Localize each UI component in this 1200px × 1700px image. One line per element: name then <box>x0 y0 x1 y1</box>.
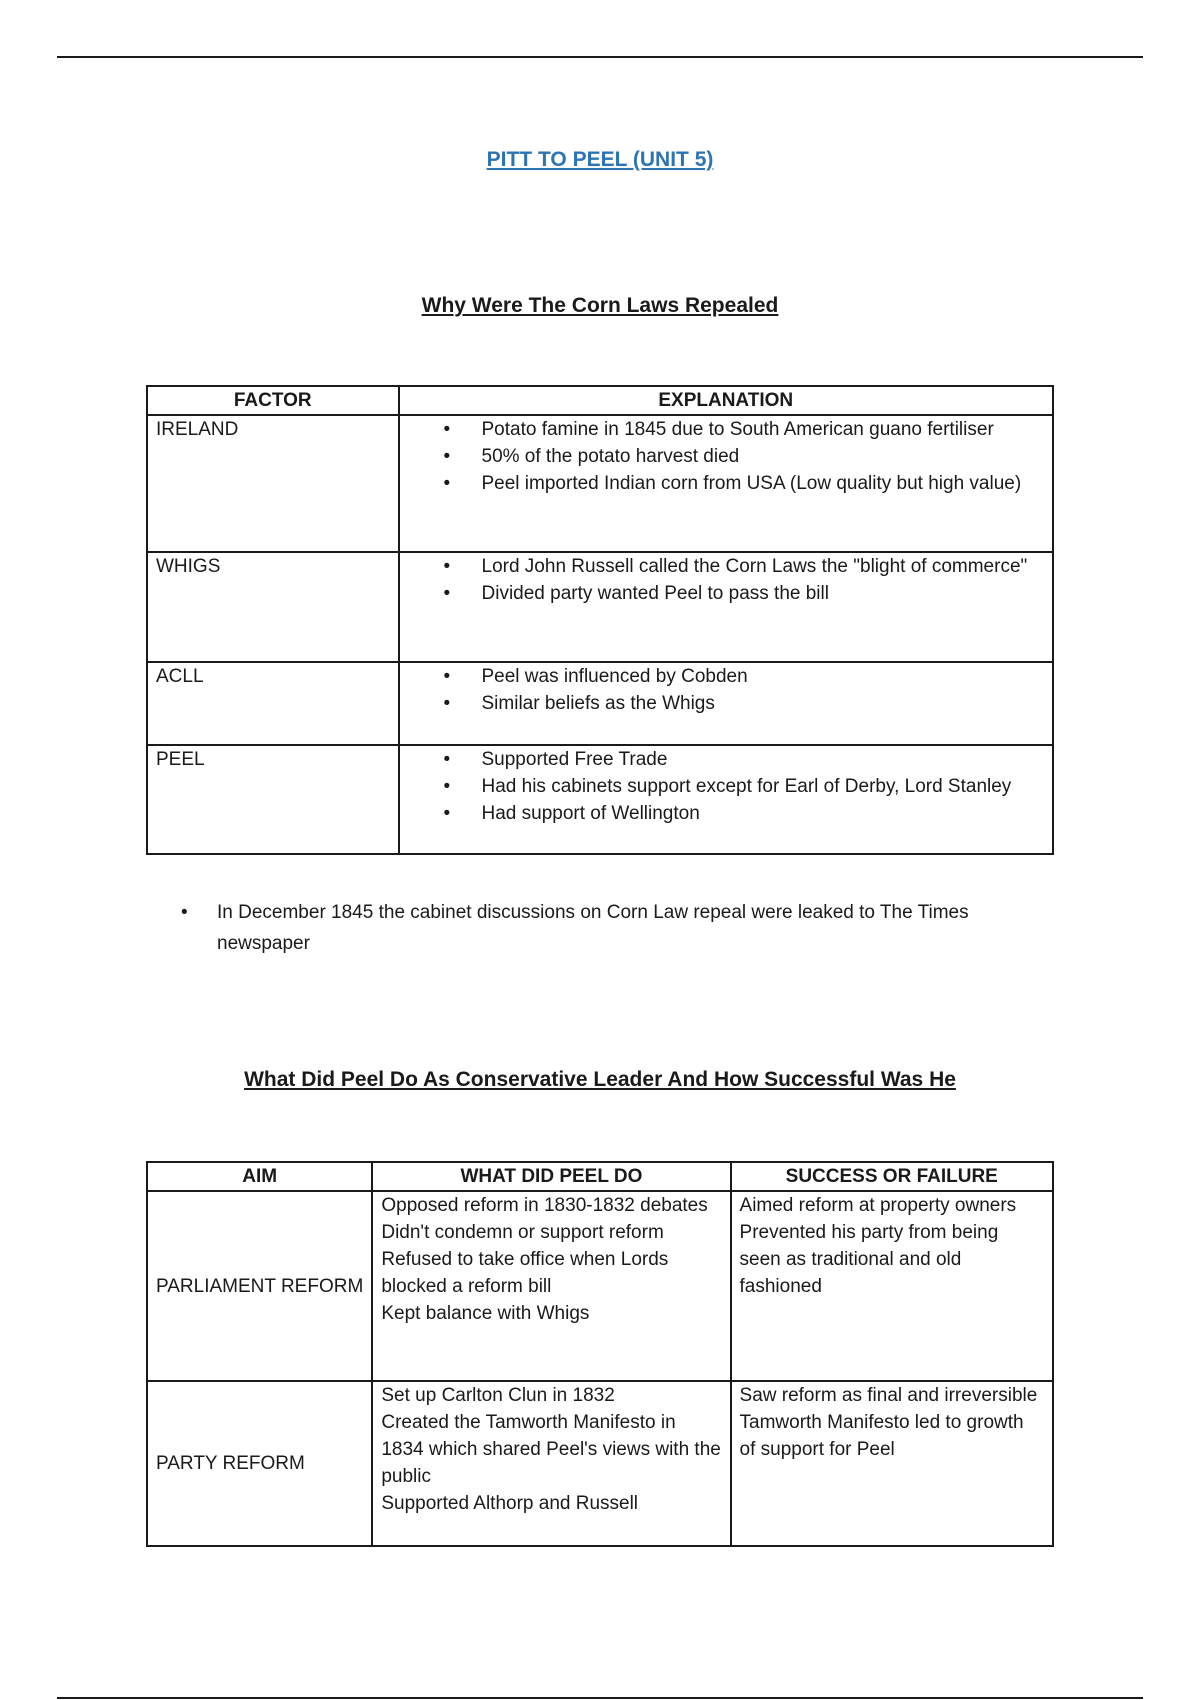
aim-cell: PARLIAMENT REFORM <box>147 1191 372 1381</box>
action-line: Set up Carlton Clun in 1832 <box>381 1385 615 1406</box>
table-row <box>147 1381 1053 1546</box>
list-item: • Supported Free Trade <box>482 746 1045 773</box>
action-line: Kept balance with Whigs <box>381 1303 590 1324</box>
footer-rule <box>57 1697 1143 1699</box>
list-item: • Peel imported Indian corn from USA (Low quality but high value) <box>482 470 1045 497</box>
table-row <box>147 1191 1053 1381</box>
column-header-what-did-peel-do: WHAT DID PEEL DO <box>372 1162 730 1191</box>
factor-cell: ACLL <box>147 662 399 745</box>
bullet-icon: • <box>181 902 188 923</box>
table-header-row <box>147 1162 1053 1191</box>
result-line: Prevented his party from being seen as traditional and old fashioned <box>739 1222 999 1297</box>
action-line: Created the Tamworth Manifesto in 1834 which shared Peel's views with the public <box>381 1412 721 1487</box>
factor-cell: PEEL <box>147 745 399 854</box>
explanation-cell <box>399 662 1054 745</box>
table-row <box>147 745 1053 854</box>
action-cell <box>372 1381 730 1546</box>
times-leak-note: In December 1845 the cabinet discussions on Corn Law repeal were leaked to The Times newspaper <box>217 902 969 954</box>
factor-cell: IRELAND <box>147 415 399 552</box>
corn-laws-table <box>146 385 1054 855</box>
list-item: • Similar beliefs as the Whigs <box>482 690 1045 717</box>
action-line: Didn't condemn or support reform <box>381 1222 664 1243</box>
section-heading-corn-laws: Why Were The Corn Laws Repealed <box>421 294 779 317</box>
table-header-row <box>147 386 1053 415</box>
list-item: • 50% of the potato harvest died <box>482 443 1045 470</box>
explanation-cell <box>399 415 1054 552</box>
list-item: • Had support of Wellington <box>482 800 1045 827</box>
list-item: • Potato famine in 1845 due to South American guano fertiliser <box>482 416 1045 443</box>
action-line: Supported Althorp and Russell <box>381 1493 639 1514</box>
explanation-cell <box>399 745 1054 854</box>
aim-cell: PARTY REFORM <box>147 1381 372 1546</box>
result-line: Saw reform as final and irreversible <box>739 1385 1038 1406</box>
list-item: • Lord John Russell called the Corn Laws the "blight of commerce" <box>482 553 1045 580</box>
header-rule <box>57 56 1143 58</box>
table-row <box>147 662 1053 745</box>
result-cell <box>731 1381 1053 1546</box>
column-header-success-or-failure: SUCCESS OR FAILURE <box>731 1162 1053 1191</box>
document-title: PITT TO PEEL (UNIT 5) <box>486 148 714 171</box>
table-row <box>147 415 1053 552</box>
result-line: Aimed reform at property owners <box>739 1195 1017 1216</box>
factor-cell: WHIGS <box>147 552 399 662</box>
list-item: • Peel was influenced by Cobden <box>482 663 1045 690</box>
column-header-factor: FACTOR <box>147 386 399 415</box>
action-line: Refused to take office when Lords blocked a reform bill <box>381 1249 669 1297</box>
result-line: Tamworth Manifesto led to growth of support for Peel <box>739 1412 1024 1460</box>
section-heading-peel-leader: What Did Peel Do As Conservative Leader And How Successful Was He <box>244 1068 956 1091</box>
action-line: Opposed reform in 1830-1832 debates <box>381 1195 708 1216</box>
column-header-explanation: EXPLANATION <box>399 386 1054 415</box>
list-item: • Had his cabinets support except for Earl of Derby, Lord Stanley <box>482 773 1045 800</box>
table-row <box>147 552 1053 662</box>
list-item: • Divided party wanted Peel to pass the bill <box>482 580 1045 607</box>
peel-leader-table <box>146 1161 1054 1547</box>
column-header-aim: AIM <box>147 1162 372 1191</box>
result-cell <box>731 1191 1053 1381</box>
explanation-cell <box>399 552 1054 662</box>
action-cell <box>372 1191 730 1381</box>
